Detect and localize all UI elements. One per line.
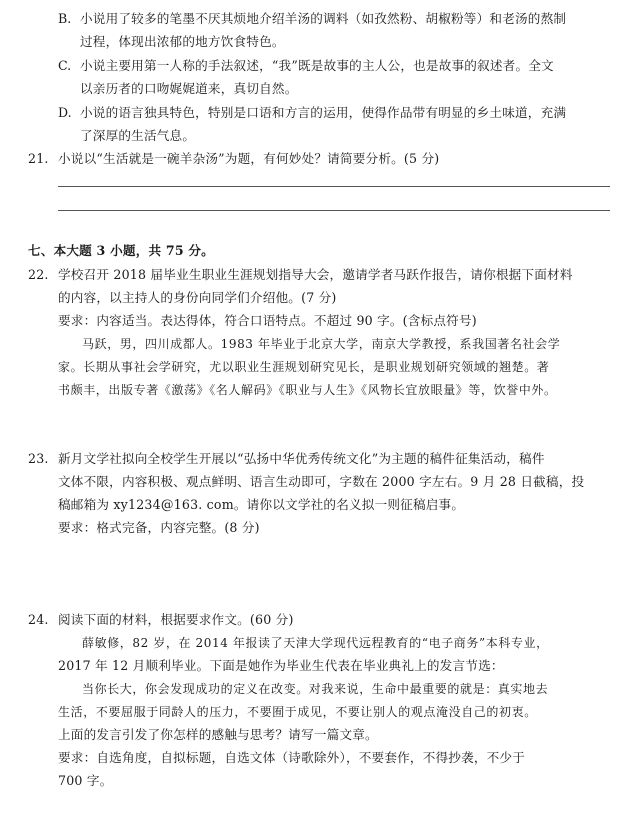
question-23-text-end: 稿邮箱为 xy1234@163. com。请你以文学社的名义拟一则征稿启事。 bbox=[58, 497, 465, 512]
option-d-text-cont: 了深厚的生活气息。 bbox=[80, 128, 196, 143]
option-c-label: C. bbox=[58, 58, 72, 73]
question-22-number: 22. bbox=[28, 267, 49, 282]
question-21-number: 21. bbox=[28, 151, 49, 166]
option-b-text: 小说用了较多的笔墨不厌其烦地介绍羊汤的调料（如孜然粉、胡椒粉等）和老汤的熬制 bbox=[80, 11, 567, 26]
question-24-quote: 当你长大，你会发现成功的定义在改变。对我来说，生命中最重要的就是：真实地去 bbox=[82, 682, 549, 696]
question-24-material: 薛敏修，82 岁，在 2014 年报读了天津大学现代远程教育的“电子商务”本科专业， bbox=[82, 636, 549, 650]
question-22-text-cont: 的内容，以主持人的身份向同学们介绍他。(7 分) bbox=[58, 290, 337, 305]
question-23-requirement: 要求：格式完备，内容完整。(8 分) bbox=[58, 520, 260, 535]
option-b-text-cont: 过程，体现出浓郁的地方饮食特色。 bbox=[80, 34, 285, 49]
question-24-text: 阅读下面的材料，根据要求作文。(60 分) bbox=[58, 612, 294, 627]
question-24-material-cont: 2017 年 12 月顺利毕业。下面是她作为毕业生代表在毕业典礼上的发言节选： bbox=[58, 658, 504, 673]
option-c-text: 小说主要用第一人称的手法叙述，“我”既是故事的主人公，也是故事的叙述者。全文 bbox=[80, 58, 554, 73]
option-b-label: B. bbox=[58, 11, 72, 26]
question-24-prompt: 上面的发言引发了你怎样的感触与思考？请写一篇文章。 bbox=[58, 727, 378, 742]
question-24-requirement: 要求：自选角度，自拟标题，自选文体（诗歌除外），不要套作，不得抄袭，不少于 bbox=[58, 750, 526, 765]
question-21-text: 小说以“生活就是一碗羊杂汤”为题，有何妙处？请简要分析。(5 分) bbox=[58, 151, 440, 166]
answer-line bbox=[58, 210, 610, 211]
option-c-text-cont: 以亲历者的口吻娓娓道来，真切自然。 bbox=[80, 81, 298, 96]
question-24-quote-cont: 生活，不要屈服于同龄人的压力，不要囿于成见，不要让别人的观点淹没自己的初衷。 bbox=[58, 705, 537, 719]
question-23-text-cont: 文体不限，内容积极、观点鲜明、语言生动即可，字数在 2000 字左右。9 月 28 日截稿，投 bbox=[58, 474, 585, 489]
answer-line bbox=[58, 186, 610, 187]
question-22-material: 马跃，男，四川成都人。1983 年毕业于北京大学，南京大学教授，系我国著名社会学 bbox=[82, 337, 561, 351]
question-24-requirement-cont: 700 字。 bbox=[58, 773, 113, 788]
question-22-requirement: 要求：内容适当。表达得体，符合口语特点。不超过 90 字。(含标点符号) bbox=[58, 313, 477, 328]
section-title: 七、本大题 3 小题，共 75 分。 bbox=[28, 243, 214, 258]
question-22-material-cont: 家。长期从事社会学研究，尤以职业生涯规划研究见长，是职业规划研究领域的翘楚。著 bbox=[58, 360, 550, 374]
question-24-number: 24. bbox=[28, 612, 49, 627]
question-23-number: 23. bbox=[28, 451, 49, 466]
question-22-material-end: 书颇丰，出版专著《激荡》《名人解码》《职业与人生》《风物长宜放眼量》等，饮誉中外。 bbox=[58, 383, 557, 397]
question-23-text: 新月文学社拟向全校学生开展以“弘扬中华优秀传统文化”为主题的稿件征集活动，稿件 bbox=[58, 451, 545, 466]
question-22-text: 学校召开 2018 届毕业生职业生涯规划指导大会，邀请学者马跃作报告，请你根据下面材料 bbox=[58, 267, 573, 282]
option-d-text: 小说的语言独具特色，特别是口语和方言的运用，使得作品带有明显的乡土味道，充满 bbox=[80, 105, 567, 120]
option-d-label: D. bbox=[58, 105, 72, 120]
